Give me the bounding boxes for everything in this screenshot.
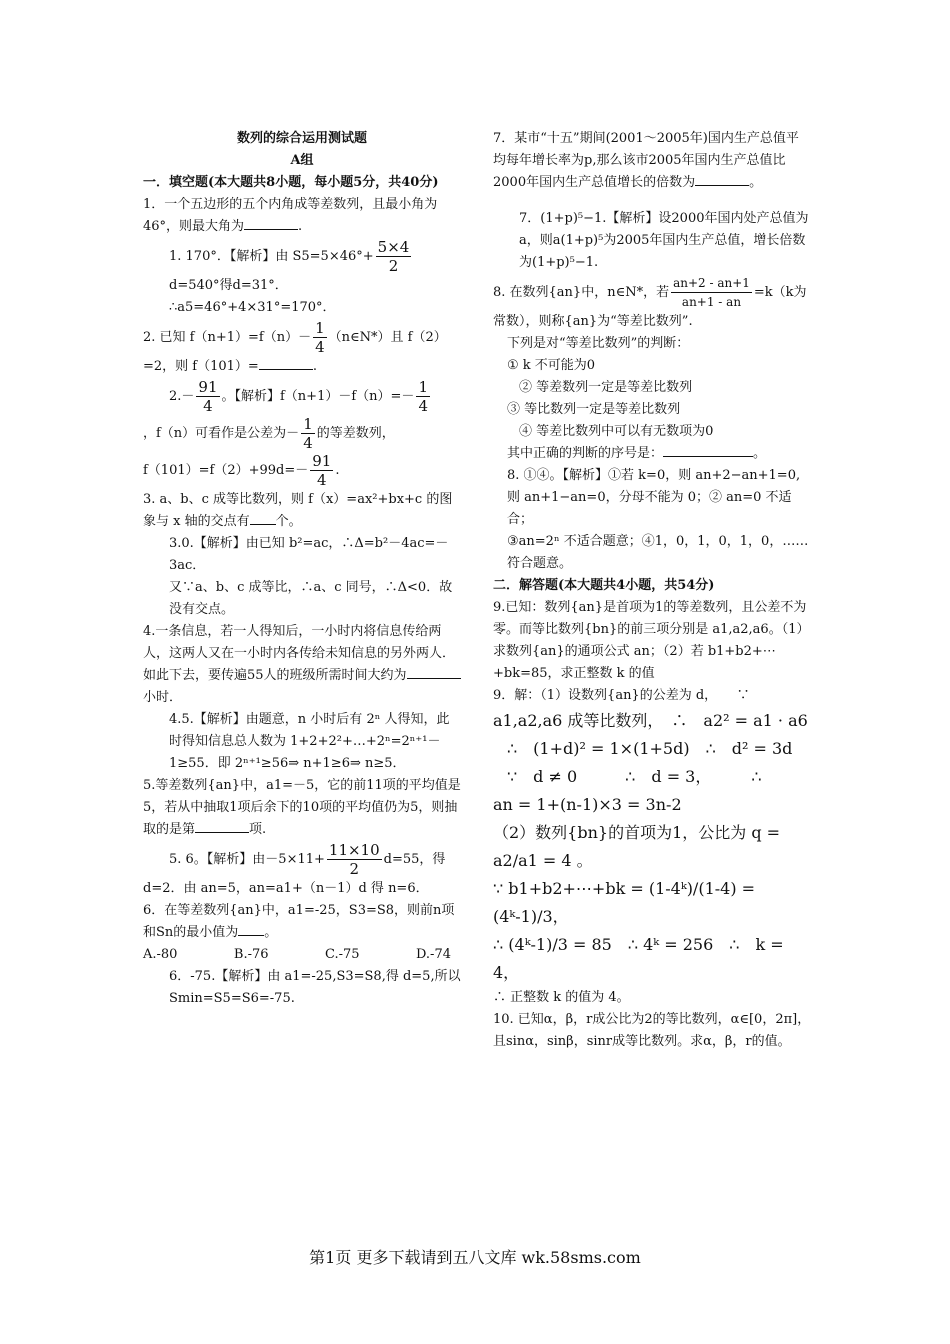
solution-9-result: ∴ (4ᵏ-1)/3 = 85 ∴ 4ᵏ = 256 ∴ k = 4， [493, 935, 784, 982]
question-9: 9.已知：数列{an}是首项为1的等差数列，且公差不为零。而等比数列{bn}的前三项分别是 a1,a2,a6。（1）求数列{an}的通项公式 an；（2）若 b1+b2+⋯+bk=85，求正整数 k 的值 [493, 600, 810, 681]
judgement-2: ② 等差数列一定是等差比数列 [519, 380, 693, 395]
answer-4: 4.5.【解析】由题意，n 小时后有 2ⁿ 人得知，此时得知信息总人数为 1+2+2²+…+2ⁿ=2ⁿ⁺¹－1≥55．即 2ⁿ⁺¹≥56⇒ n+1≥6⇒ n≥5． [169, 712, 450, 771]
answer-5-cont: d=2．由 an=5，an=a1+（n－1）d 得 n=6． [143, 881, 429, 896]
option-b: B.-76 [233, 947, 269, 962]
left-column [143, 128, 461, 1010]
answer-3-cont: 又∵a、b、c 成等比，∴a、c 同号，∴Δ<0．故没有交点。 [169, 580, 453, 617]
doc-title: 数列的综合运用测试题 [236, 131, 367, 146]
solution-9-step3: ∴ (1+d)² = 1×(1+5d) ∴ d² = 3d [507, 739, 793, 758]
answer-5: 5. 6。【解析】由－5×11+ $\frac{11\times 10}{2}$ d=55，得 [169, 841, 446, 878]
question-8: 8. 在数列{an}中，n∈N*，若 $\frac{an+2 - an+1}{an+1 - an}$ =k（k为常数），则称{an}为“等差比数列”. [493, 276, 807, 329]
solution-9-step1: 9．解：（1）设数列{an}的公差为 d， ∵ [493, 688, 750, 703]
answer-2: 2.－ $\frac{91}{4}$ 。【解析】f（n+1）－f（n）=－ $\frac{1}{4}$ [169, 378, 428, 415]
answer-7: 7．(1+p)⁵−1.【解析】设2000年国内处产总值为a，则a(1+p)⁵为2005年国内生产总值，增长倍数为(1+p)⁵−1. [519, 211, 809, 270]
option-c: C.-75 [324, 947, 360, 962]
solution-9-step2: a1,a2,a6 成等比数列， ∴ a2² = a1 · a6 [493, 711, 808, 730]
question-6-options [143, 944, 461, 966]
solution-9-conclusion: ∴ 正整数 k 的值为 4。 [493, 990, 630, 1005]
right-column [493, 128, 811, 1053]
option-d: D.-74 [415, 947, 451, 962]
solution-9-sum: ∵ b1+b2+⋯+bk = (1-4ᵏ)/(1-4) = (4ᵏ-1)/3， [493, 879, 756, 926]
question-8-intro: 下列是对“等差比数列”的判断： [507, 336, 690, 351]
answer-6: 6．-75.【解析】由 a1=-25,S3=S8,得 d=5,所以 Smin=S5=S6=-75. [169, 969, 461, 1006]
question-1: 1．一个五边形的五个内角成等差数列，且最小角为46°，则最大角为 . [143, 197, 438, 234]
judgement-4: ④ 等差比数列中可以有无数项为0 [519, 424, 714, 439]
question-7: 7．某市“十五”期间(2001～2005年)国内生产总值平均每年增长率为p,那么该市2005年国内生产总值比2000年国内生产总值增长的倍数为 。 [493, 131, 799, 190]
answer-1-conclusion: ∴a5=46°+4×31°=170°． [169, 300, 336, 315]
section-answers: 二．解答题(本大题共4小题，共54分) [493, 578, 715, 593]
section-fill-in: 一．填空题(本大题共8小题，每小题5分，共40分) [143, 175, 439, 190]
question-10: 10. 已知α，β，r成公比为2的等比数列，α∈[0，2π]，且sinα，sinβ，sinr成等比数列。求α，β，r的值。 [493, 1012, 811, 1049]
page-footer: 第1页 更多下载请到五八文库 wk.58sms.com [309, 1248, 641, 1267]
answer-2-cont: ，f（n）可看作是公差为－ $\frac{1}{4}$ 的等差数列， [143, 415, 395, 452]
judgement-3: ③ 等比数列一定是等差比数列 [507, 402, 681, 417]
question-6: 6．在等差数列{an}中，a1=-25，S3=S8，则前n项和Sn的最小值为 。 [143, 903, 455, 940]
solution-9-step5: an = 1+(n-1)×3 = 3n-2 [493, 795, 682, 814]
question-5: 5.等差数列{an}中，a1=－5，它的前11项的平均值是5，若从中抽取1项后余下的10项的平均值仍为5，则抽取的是第 项. [143, 778, 461, 837]
question-3: 3. a、b、c 成等比数列，则 f（x）=ax²+bx+c 的图象与 x 轴的交点有 个。 [143, 492, 453, 529]
question-8-ask: 其中正确的判断的序号是： 。 [507, 446, 767, 461]
judgement-1: ① k 不可能为0 [507, 358, 596, 373]
answer-8-cont: ③an=2ⁿ 不适合题意；④1，0，1，0，1，0，……符合题意。 [507, 534, 809, 571]
group-label: A组 [290, 153, 314, 168]
answer-2-end: f（101）=f（2）+99d=－ $\frac{91}{4}$ . [143, 452, 340, 489]
option-a: A.-80 [143, 947, 178, 962]
solution-9-part2: （2）数列{bn}的首项为1，公比为 q = a2/a1 = 4 。 [493, 823, 781, 870]
answer-1: 1. 170°．【解析】由 S5=5×46°+ $\frac{5\times 4}{2}$ d=540°得d=31°． [169, 238, 410, 293]
question-2: 2. 已知 f（n+1）=f（n）－ $\frac{1}{4}$ （n∈N*）且 f（2）=2，则 f（101）= . [143, 319, 447, 374]
answer-8: 8. ①④。【解析】①若 k=0，则 an+2−an+1=0, 则 an+1−an=0，分母不能为 0；② an=0 不适合； [507, 468, 801, 527]
answer-3: 3.0.【解析】由已知 b²=ac，∴Δ=b²－4ac=－3ac． [169, 536, 449, 573]
solution-9-step4: ∵ d ≠ 0 ∴ d = 3， ∴ [507, 767, 762, 786]
question-4: 4.一条信息，若一人得知后，一小时内将信息传给两人，这两人又在一小时内各传给未知信息的另外两人．如此下去，要传遍55人的班级所需时间大约为小时． [143, 621, 461, 709]
